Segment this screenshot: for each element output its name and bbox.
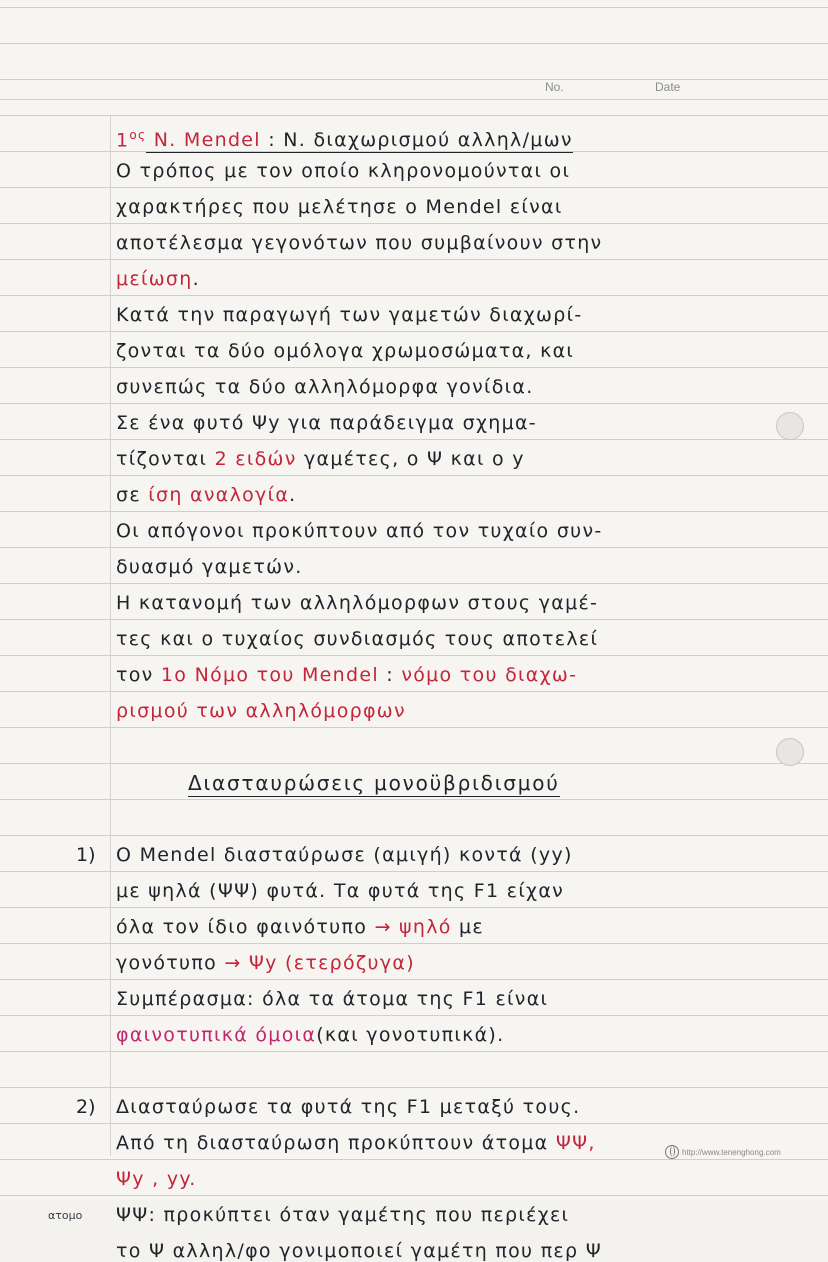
note-line xyxy=(116,412,537,434)
note-line xyxy=(116,124,573,151)
note-text: ίση αναλογία xyxy=(148,484,290,506)
note-text: : xyxy=(378,664,402,686)
note-line xyxy=(116,1024,504,1046)
note-line xyxy=(116,1132,596,1154)
note-text: τίζονται xyxy=(116,448,215,470)
note-text: με ψηλά (ΨΨ) φυτά. Τα φυτά της F1 είχαν xyxy=(116,880,565,902)
note-text: Η κατανομή των αλληλόμορφων στους γαμέ- xyxy=(116,592,599,614)
note-text: Διασταυρώσεις μονοϋβριδισμού xyxy=(188,771,560,795)
note-line xyxy=(116,556,303,578)
note-line xyxy=(116,520,603,542)
note-text: ζονται τα δύο ομόλογα χρωμοσώματα, και xyxy=(116,340,575,362)
note-text: φαινοτυπικά όμοια xyxy=(116,1024,317,1046)
note-line xyxy=(116,592,598,614)
note-text: δυασμό γαμετών. xyxy=(116,556,303,578)
note-text: . xyxy=(192,268,200,290)
number-label: No. xyxy=(545,80,564,94)
note-text: τον xyxy=(116,664,161,686)
note-line xyxy=(116,232,602,254)
note-line xyxy=(116,988,548,1010)
note-text: όλα τον ίδιο φαινότυπο xyxy=(116,916,375,938)
note-text: ος xyxy=(129,128,147,142)
margin-line xyxy=(110,116,111,1156)
note-text: ρισμού των αλληλόμορφων xyxy=(116,700,406,722)
note-line xyxy=(116,376,534,398)
note-text: Ν. Mendel xyxy=(146,129,261,152)
note-text: → Ψy (ετερόζυγα) xyxy=(224,952,415,974)
list-number: 2) xyxy=(76,1096,96,1118)
watermark xyxy=(665,1145,781,1159)
note-text: . xyxy=(289,484,297,506)
margin-note: ατομο xyxy=(48,1209,83,1222)
note-text: Οι απόγονοι προκύπτουν από τον τυχαίο συν- xyxy=(116,520,603,542)
note-line xyxy=(116,700,406,722)
note-line xyxy=(116,304,583,326)
note-text: (και γονοτυπικά). xyxy=(316,1024,505,1046)
note-text: ΨΨ, xyxy=(555,1132,596,1154)
note-line xyxy=(188,772,560,794)
note-line xyxy=(116,484,297,506)
binder-hole xyxy=(776,738,804,766)
list-number: 1) xyxy=(76,844,96,866)
note-text: ΨΨ: προκύπτει όταν γαμέτης που περιέχει xyxy=(116,1204,570,1226)
note-line xyxy=(116,340,574,362)
note-text: 1ο Νόμο του Mendel xyxy=(160,664,379,686)
note-line xyxy=(116,160,570,182)
note-line xyxy=(116,952,415,974)
note-text: 1 xyxy=(116,129,130,152)
note-line xyxy=(116,1096,580,1118)
note-text: γονότυπο xyxy=(116,952,225,974)
note-text: → ψηλό xyxy=(374,916,452,938)
note-text: Σε ένα φυτό Ψy για παράδειγμα σχημα- xyxy=(116,412,537,434)
note-line xyxy=(116,628,598,650)
note-text: Ο τρόπος με τον οποίο κληρονομούνται οι xyxy=(116,160,571,182)
note-text: σε xyxy=(116,484,149,506)
note-line xyxy=(116,916,484,938)
note-line xyxy=(116,1240,602,1262)
note-text: Ψy , yy. xyxy=(116,1168,197,1190)
note-text: Συμπέρασμα: όλα τα άτομα της F1 είναι xyxy=(116,988,549,1010)
note-text: Διασταύρωσε τα φυτά της F1 μεταξύ τους. xyxy=(116,1096,581,1118)
note-text: το Ψ αλληλ/φο γονιμοποιεί γαμέτη που περ Ψ xyxy=(116,1240,602,1262)
globe-icon xyxy=(665,1145,679,1159)
header-rule xyxy=(0,99,828,100)
note-line xyxy=(116,1168,197,1190)
note-line xyxy=(116,1204,569,1226)
note-line xyxy=(116,196,563,218)
note-text: μείωση xyxy=(116,268,193,290)
note-text: με xyxy=(451,916,484,938)
note-text: : Ν. διαχωρισμού αλληλ/μων xyxy=(260,129,573,152)
date-label: Date xyxy=(655,80,681,94)
note-line xyxy=(116,880,564,902)
note-text: νόμο του διαχω- xyxy=(401,664,578,686)
note-line xyxy=(116,664,577,686)
note-text: συνεπώς τα δύο αλληλόμορφα γονίδια. xyxy=(116,376,534,398)
note-line xyxy=(116,844,573,866)
note-text: 2 ειδών xyxy=(214,448,297,470)
note-text: Κατά την παραγωγή των γαμετών διαχωρί- xyxy=(116,304,583,326)
watermark-url: http://www.tenenghong.com xyxy=(682,1147,781,1157)
note-text: γαμέτες, ο Ψ και ο y xyxy=(296,448,525,470)
note-text: Ο Mendel διασταύρωσε (αμιγή) κοντά (yy) xyxy=(116,844,573,866)
note-line xyxy=(116,268,200,290)
binder-hole xyxy=(776,412,804,440)
note-text: Από τη διασταύρωση προκύπτουν άτομα xyxy=(116,1132,556,1154)
note-line xyxy=(116,448,525,470)
note-text: αποτέλεσμα γεγονότων που συμβαίνουν στην xyxy=(116,232,603,254)
note-text: τες και ο τυχαίος συνδιασμός τους αποτελεί xyxy=(116,628,599,650)
note-text: χαρακτήρες που μελέτησε ο Mendel είναι xyxy=(116,196,563,218)
